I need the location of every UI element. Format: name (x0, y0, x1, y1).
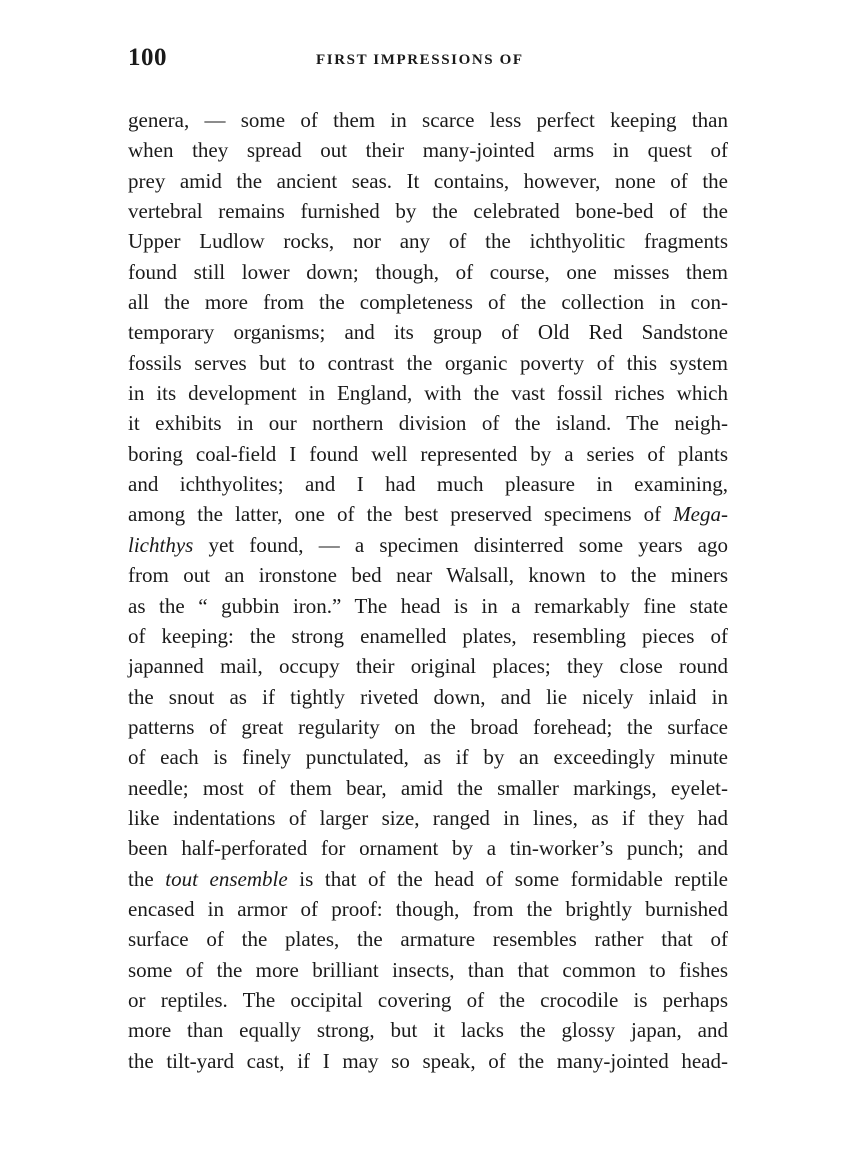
text-line: boring coal-field I found well represented by a series of plants (128, 441, 728, 466)
text-line: encased in armor of proof: though, from the brightly burnished (128, 896, 728, 921)
text-line: vertebral remains furnished by the celebrated bone-bed of the (128, 199, 728, 224)
italic-term: tout ensemble (165, 866, 288, 891)
text-line: fossils serves but to contrast the organic poverty of this system (128, 350, 728, 375)
text-line: found still lower down; though, of course, one misses them (128, 259, 728, 284)
body-text (128, 105, 728, 1076)
text-line (128, 499, 728, 529)
text-line (128, 864, 728, 894)
text-line: from out an ironstone bed near Walsall, known to the miners (128, 563, 728, 588)
text-line: surface of the plates, the armature resembles rather that of (128, 927, 728, 952)
italic-term: lichthys (128, 532, 194, 557)
text-line: japanned mail, occupy their original places; they close round (128, 654, 728, 679)
text-line: like indentations of larger size, ranged in lines, as if they had (128, 805, 728, 830)
text-line: of keeping: the strong enamelled plates, resembling pieces of (128, 623, 728, 648)
text-line: needle; most of them bear, amid the smaller markings, eyelet- (128, 775, 728, 800)
text-line: as the “ gubbin iron.” The head is in a remarkably fine state (128, 593, 728, 618)
text-line: all the more from the completeness of the collection in con- (128, 290, 728, 315)
text-line: the snout as if tightly riveted down, and lie nicely inlaid in (128, 684, 728, 709)
text-line: it exhibits in our northern division of the island. The neigh- (128, 411, 728, 436)
text-line: some of the more brilliant insects, than that common to fishes (128, 957, 728, 982)
text-line: patterns of great regularity on the broad forehead; the surface (128, 714, 728, 739)
text-line: prey amid the ancient seas. It contains, however, none of the (128, 168, 728, 193)
text-line: of each is finely punctulated, as if by an exceedingly minute (128, 745, 728, 770)
text-line: genera, — some of them in scarce less perfect keeping than (128, 108, 728, 132)
italic-term: Mega- (673, 502, 728, 527)
text-line: been half-perforated for ornament by a tin-worker’s punch; and (128, 836, 728, 861)
text-segment: yet found, — a specimen disinterred some years ago (208, 532, 728, 557)
text-line: the tilt-yard cast, if I may so speak, of the many-jointed head- (128, 1048, 728, 1073)
text-segment: among the latter, one of the best preserved specimens of (128, 502, 662, 527)
text-segment: is that of the head of some formidable reptile (299, 866, 729, 891)
page-header (128, 44, 726, 78)
text-line: more than equally strong, but it lacks the glossy japan, and (128, 1018, 728, 1043)
text-line: in its development in England, with the vast fossil riches which (128, 381, 728, 406)
text-line (128, 530, 728, 560)
text-segment: the (128, 866, 154, 891)
running-title: FIRST IMPRESSIONS OF (316, 52, 524, 68)
text-line: or reptiles. The occipital covering of the crocodile is perhaps (128, 987, 728, 1012)
text-line: temporary organisms; and its group of Old Red Sandstone (128, 320, 728, 345)
text-line: and ichthyolites; and I had much pleasure in examining, (128, 472, 728, 497)
text-line: Upper Ludlow rocks, nor any of the ichthyolitic fragments (128, 229, 728, 254)
page-number: 100 (128, 44, 167, 71)
text-line: when they spread out their many-jointed arms in quest of (128, 138, 728, 163)
